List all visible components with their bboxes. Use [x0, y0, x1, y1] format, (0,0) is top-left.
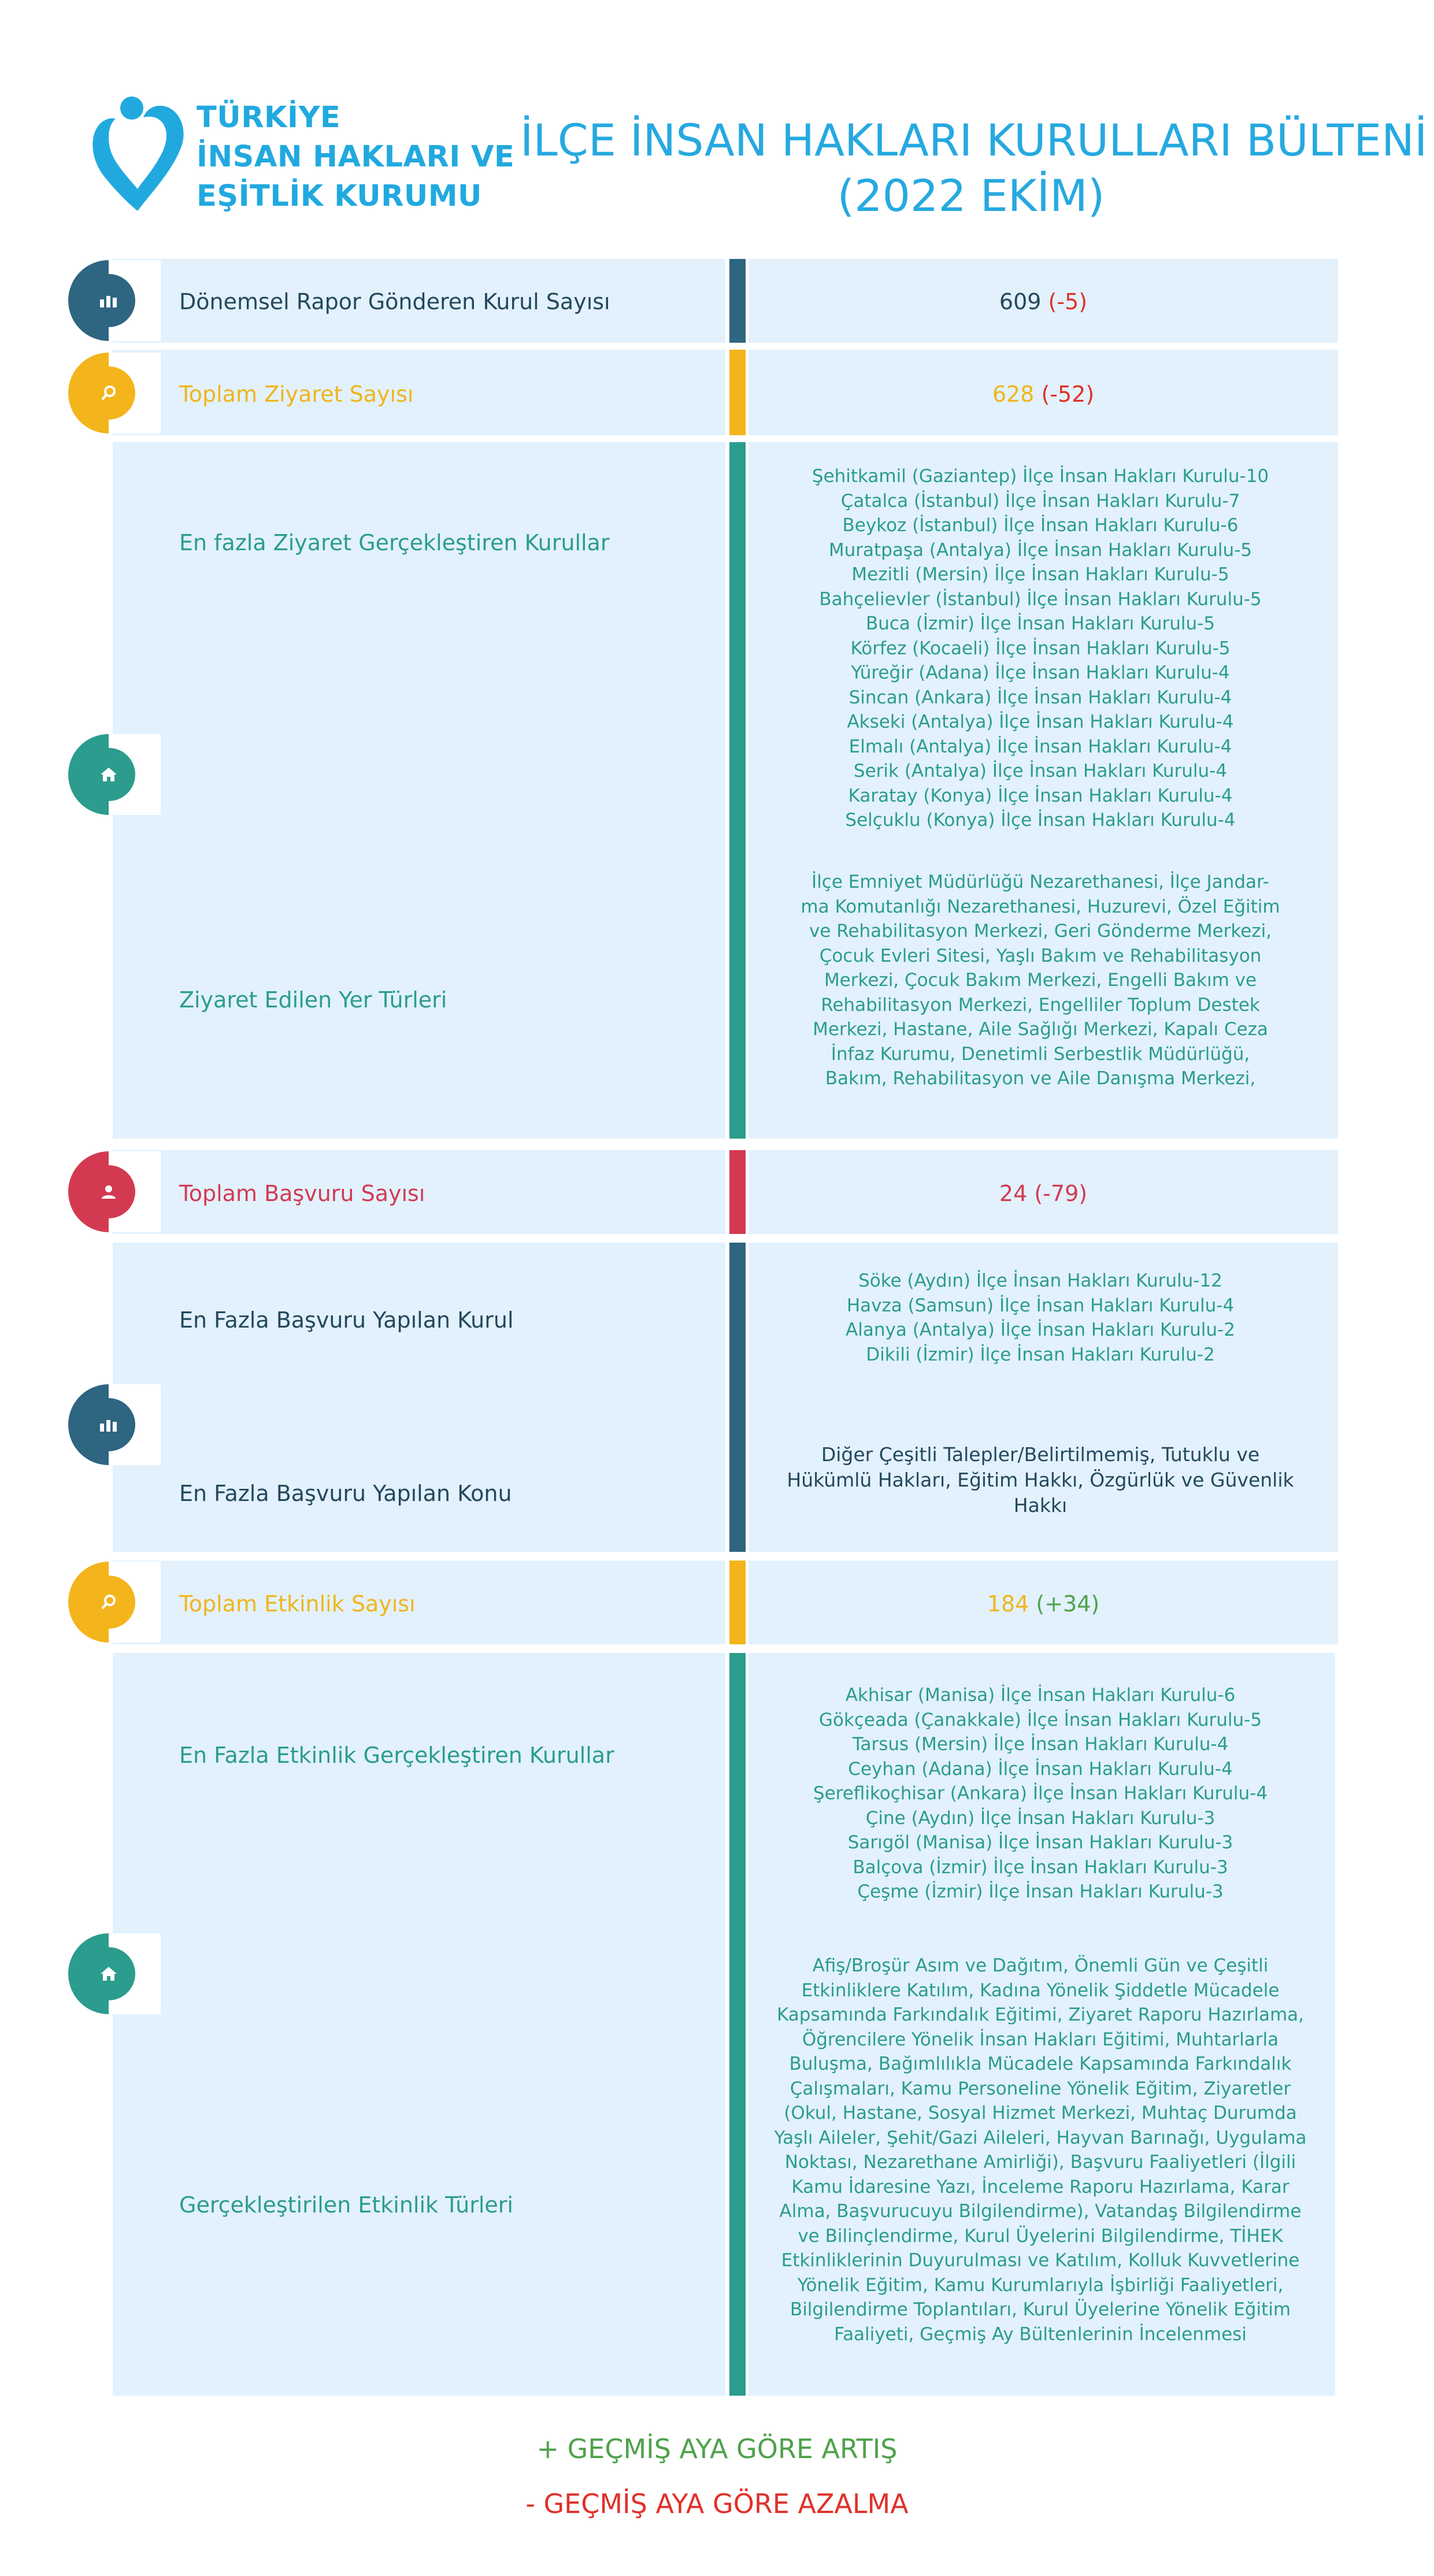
- text-line: ma Komutanlığı Nezarethanesi, Huzurevi, Özel Eğitim: [801, 896, 1280, 917]
- reports-count: 609: [999, 289, 1042, 314]
- text-line: Kamu İdaresine Yazı, İnceleme Raporu Hazırlama, Karar: [791, 2176, 1290, 2197]
- text-line: Etkinliklerinin Duyurulması ve Katılım, Kolluk Kuvvetlerine: [781, 2250, 1300, 2271]
- visits-icon-badge: [68, 353, 149, 433]
- page-title-line1: İLÇE İNSAN HAKLARI KURULLARI BÜLTENİ: [520, 114, 1428, 166]
- logo-heart-icon: [81, 95, 197, 217]
- top-activity-councils-label: En Fazla Etkinlik Gerçekleştiren Kurullar: [179, 1743, 614, 1768]
- visits-count: 628: [992, 381, 1035, 407]
- reports-divider-bar: [729, 259, 746, 343]
- logo-line: EŞİTLİK KURUMU: [197, 179, 482, 213]
- list-item: Şehitkamil (Gaziantep) İlçe İnsan Hakları Kurulu-10: [812, 466, 1269, 487]
- text-line: Rehabilitasyon Merkezi, Engelliler Toplum Destek: [821, 994, 1260, 1015]
- list-item: Serik (Antalya) İlçe İnsan Hakları Kurulu-4: [853, 761, 1228, 781]
- text-line: Afiş/Broşür Asım ve Dağıtım, Önemli Gün ve Çeşitli: [812, 1955, 1269, 1976]
- list-item: Sarıgöl (Manisa) İlçe İnsan Hakları Kurulu-3: [847, 1832, 1233, 1853]
- text-line: Yaşlı Aileler, Şehit/Gazi Aileleri, Hayvan Barınağı, Uygulama: [774, 2127, 1307, 2148]
- logo-text: [197, 98, 514, 216]
- list-item: Yüreğir (Adana) İlçe İnsan Hakları Kurulu-4: [851, 662, 1230, 683]
- text-line: Noktası, Nezarethane Amirliği), Başvuru Faaliyetleri (İlgili: [784, 2152, 1296, 2173]
- logo-line: TÜRKİYE: [197, 101, 341, 135]
- list-item: Sincan (Ankara) İlçe İnsan Hakları Kurulu-4: [848, 687, 1232, 708]
- text-line: Çalışmaları, Kamu Personeline Yönelik Eğitim, Ziyaretler: [790, 2078, 1291, 2099]
- text-line: Bilgilendirme Toplantıları, Kurul Üyelerine Yönelik Eğitim: [790, 2299, 1291, 2320]
- text-line: Bakım, Rehabilitasyon ve Aile Danışma Merkezi,: [825, 1068, 1256, 1089]
- list-item: Beykoz (İstanbul) İlçe İnsan Hakları Kurulu-6: [842, 515, 1239, 536]
- activities-value: [749, 1591, 1338, 1617]
- activities-label: Toplam Etkinlik Sayısı: [179, 1591, 416, 1617]
- text-line: ve Bilinçlendirme, Kurul Üyelerini Bilgilendirme, TİHEK: [798, 2225, 1283, 2247]
- reports-value: [749, 289, 1338, 314]
- list-item: Çatalca (İstanbul) İlçe İnsan Hakları Kurulu-7: [840, 490, 1240, 512]
- list-item: Ceyhan (Adana) İlçe İnsan Hakları Kurulu-4: [848, 1758, 1233, 1780]
- text-line: ve Rehabilitasyon Merkezi, Geri Gönderme Merkezi,: [809, 921, 1272, 942]
- text-line: Buluşma, Bağımlılıkla Mücadele Kapsamında Farkındalık: [789, 2054, 1292, 2074]
- activities-divider-bar: [729, 1561, 746, 1644]
- list-item: Dikili (İzmir) İlçe İnsan Hakları Kurulu-2: [866, 1344, 1215, 1365]
- application-details-icon-badge: [68, 1384, 149, 1465]
- list-item: Selçuklu (Konya) İlçe İnsan Hakları Kurulu-4: [845, 810, 1236, 831]
- list-item: Mezitli (Mersin) İlçe İnsan Hakları Kurulu-5: [851, 564, 1229, 585]
- text-line: (Okul, Hastane, Sosyal Hizmet Merkezi, Muhtaç Durumda: [784, 2103, 1297, 2123]
- visits-value: [749, 381, 1338, 407]
- text-line: Diğer Çeşitli Talepler/Belirtilmemiş, Tutuklu ve: [821, 1443, 1260, 1466]
- page-title: [520, 113, 1428, 224]
- visit-details-divider-bar: [729, 442, 746, 1139]
- top-activity-councils-list: [757, 1683, 1324, 1904]
- applications-label: Toplam Başvuru Sayısı: [179, 1181, 425, 1206]
- user-icon: [82, 1165, 135, 1218]
- text-line: Yönelik Eğitim, Kamu Kurumlarıyla İşbirliği Faaliyetleri,: [797, 2274, 1284, 2296]
- visited-place-types-label: Ziyaret Edilen Yer Türleri: [179, 987, 447, 1013]
- list-item: Şereflikoçhisar (Ankara) İlçe İnsan Hakları Kurulu-4: [813, 1783, 1268, 1804]
- top-application-topic-label: En Fazla Başvuru Yapılan Konu: [179, 1481, 512, 1506]
- reports-label: Dönemsel Rapor Gönderen Kurul Sayısı: [179, 289, 610, 314]
- home-icon: [82, 1947, 135, 2000]
- list-item: Buca (İzmir) İlçe İnsan Hakları Kurulu-5: [865, 613, 1216, 634]
- visited-place-types-text: [757, 870, 1324, 1091]
- visits-change: (-52): [1041, 381, 1095, 407]
- text-line: Hakkı: [1013, 1494, 1068, 1517]
- applications-count: 24: [999, 1181, 1028, 1206]
- top-visit-councils-label: En fazla Ziyaret Gerçekleştiren Kurullar: [179, 530, 610, 555]
- visit-details-icon-badge: [68, 734, 149, 815]
- text-line: Kapsamında Farkındalık Eğitimi, Ziyaret Raporu Hazırlama,: [776, 2004, 1305, 2025]
- home-icon: [82, 748, 135, 801]
- activity-types-label: Gerçekleştirilen Etkinlik Türleri: [179, 2192, 513, 2218]
- legend-increase: + GEÇMİŞ AYA GÖRE ARTIŞ: [536, 2433, 898, 2464]
- list-item: Havza (Samsun) İlçe İnsan Hakları Kurulu-4: [846, 1295, 1235, 1316]
- list-item: Karatay (Konya) İlçe İnsan Hakları Kurulu-4: [848, 785, 1233, 806]
- list-item: Akseki (Antalya) İlçe İnsan Hakları Kurulu-4: [847, 711, 1234, 732]
- list-item: Alanya (Antalya) İlçe İnsan Hakları Kurulu-2: [846, 1319, 1235, 1340]
- bar-chart-icon: [82, 1398, 135, 1451]
- applications-divider-bar: [729, 1150, 746, 1234]
- activities-change: (+34): [1036, 1591, 1100, 1617]
- applications-icon-badge: [68, 1151, 149, 1232]
- list-item: Çine (Aydın) İlçe İnsan Hakları Kurulu-3: [865, 1807, 1216, 1829]
- applications-change: (-79): [1034, 1181, 1088, 1206]
- text-line: Öğrencilere Yönelik İnsan Hakları Eğitimi, Muhtarlarla: [802, 2029, 1279, 2050]
- list-item: Gökçeada (Çanakkale) İlçe İnsan Hakları Kurulu-5: [818, 1709, 1262, 1730]
- list-item: Körfez (Kocaeli) İlçe İnsan Hakları Kurulu-5: [850, 637, 1231, 659]
- text-line: Merkezi, Çocuk Bakım Merkezi, Engelli Bakım ve: [824, 970, 1257, 991]
- activity-details-icon-badge: [68, 1933, 149, 2014]
- page-title-line2: (2022 EKİM): [837, 170, 1105, 221]
- top-application-council-label: En Fazla Başvuru Yapılan Kurul: [179, 1307, 514, 1333]
- top-application-council-list: [757, 1269, 1324, 1367]
- list-item: Bahçelievler (İstanbul) İlçe İnsan Hakları Kurulu-5: [819, 588, 1262, 610]
- activities-count: 184: [987, 1591, 1029, 1617]
- search-icon: [82, 366, 135, 420]
- top-visit-councils-list: [757, 464, 1324, 833]
- visits-label: Toplam Ziyaret Sayısı: [179, 381, 414, 407]
- reports-icon-badge: [68, 260, 149, 341]
- text-line: Faaliyeti, Geçmiş Ay Bültenlerinin İncelenmesi: [834, 2323, 1247, 2345]
- text-line: İlçe Emniyet Müdürlüğü Nezarethanesi, İlçe Jandar-: [812, 872, 1269, 892]
- activity-details-divider-bar: [729, 1653, 746, 2396]
- text-line: Merkezi, Hastane, Aile Sağlığı Merkezi, Kapalı Ceza: [813, 1019, 1268, 1040]
- logo-line: İNSAN HAKLARI VE: [197, 140, 515, 174]
- list-item: Balçova (İzmir) İlçe İnsan Hakları Kurulu-3: [853, 1856, 1228, 1878]
- bar-chart-icon: [82, 274, 135, 327]
- reports-change: (-5): [1048, 289, 1088, 314]
- visits-divider-bar: [729, 350, 746, 435]
- search-icon: [82, 1576, 135, 1629]
- list-item: Muratpaşa (Antalya) İlçe İnsan Hakları Kurulu-5: [828, 539, 1253, 561]
- text-line: İnfaz Kurumu, Denetimli Serbestlik Müdürlüğü,: [831, 1043, 1250, 1065]
- list-item: Elmalı (Antalya) İlçe İnsan Hakları Kurulu-4: [848, 736, 1232, 757]
- activity-types-text: [757, 1954, 1324, 2347]
- application-details-divider-bar: [729, 1243, 746, 1552]
- text-line: Çocuk Evleri Sitesi, Yaşlı Bakım ve Rehabilitasyon: [819, 945, 1262, 966]
- list-item: Çeşme (İzmir) İlçe İnsan Hakları Kurulu-3: [857, 1881, 1224, 1902]
- text-line: Hükümlü Hakları, Eğitim Hakkı, Özgürlük ve Güvenlik: [787, 1469, 1294, 1491]
- text-line: Etkinliklere Katılım, Kadına Yönelik Şiddetle Mücadele: [801, 1980, 1280, 2001]
- list-item: Söke (Aydın) İlçe İnsan Hakları Kurulu-12: [858, 1270, 1222, 1291]
- list-item: Akhisar (Manisa) İlçe İnsan Hakları Kurulu-6: [845, 1685, 1236, 1706]
- text-line: Alma, Başvurucuyu Bilgilendirme), Vatandaş Bilgilendirme: [779, 2201, 1302, 2222]
- list-item: Tarsus (Mersin) İlçe İnsan Hakları Kurulu-4: [852, 1734, 1229, 1755]
- activities-icon-badge: [68, 1562, 149, 1643]
- top-application-topic-text: [757, 1442, 1324, 1518]
- applications-value: [749, 1181, 1338, 1206]
- legend-decrease: - GEÇMİŞ AYA GÖRE AZALMA: [525, 2488, 909, 2519]
